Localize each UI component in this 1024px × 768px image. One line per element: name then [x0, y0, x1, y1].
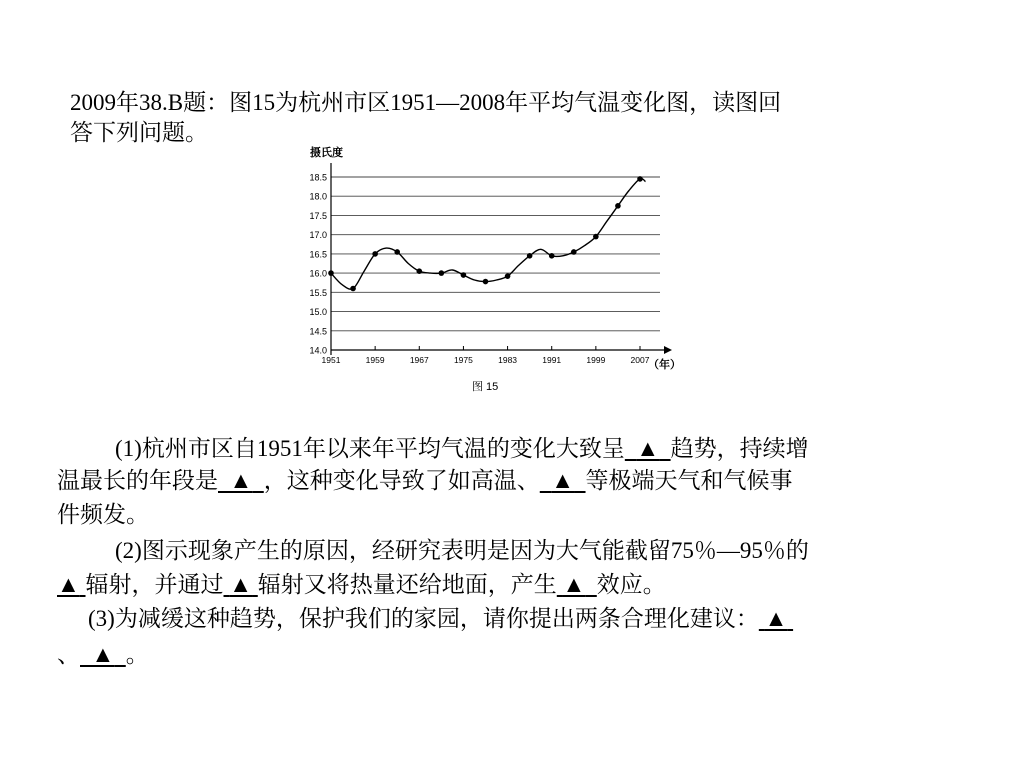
data-point [615, 203, 621, 209]
q2-text-b: 辐射，并通过 [85, 572, 224, 597]
y-tick-label: 16.5 [309, 249, 327, 260]
q2-text-c: 辐射又将热量还给地面，产生 [257, 572, 557, 597]
q1-line-1 [115, 434, 809, 464]
answer-blank-extreme-weather[interactable] [540, 466, 586, 496]
answer-blank-suggestion-1[interactable] [759, 604, 793, 634]
q1-text-e: 等极端天气和气候事 [585, 468, 793, 493]
q1-text-a: (1)杭州市区自1951年以来年平均气温的变化大致呈 [115, 436, 625, 461]
data-point [637, 176, 643, 182]
data-point [439, 270, 445, 276]
data-point [527, 253, 533, 259]
data-point [372, 251, 378, 257]
q1-text-b: 趋势，持续增 [670, 436, 809, 461]
answer-blank-radiation-1[interactable] [57, 570, 86, 600]
blank-marker: ▲ [229, 468, 253, 493]
data-point [350, 286, 356, 292]
x-tick-label: 1991 [542, 355, 562, 365]
y-tick-label: 18.5 [309, 172, 327, 183]
x-tick-label: 1975 [453, 355, 473, 365]
blank-marker: ▲ [562, 572, 586, 597]
blank-marker: ▲ [91, 642, 115, 667]
q1-text-c: 温最长的年段是 [57, 468, 218, 493]
q2-line-2 [57, 570, 666, 600]
q1-text-d: ，这种变化导致了如高温、 [263, 468, 540, 493]
blank-marker: ▲ [57, 572, 80, 597]
data-point [328, 270, 334, 276]
y-tick-label: 17.0 [309, 230, 327, 241]
chart-ylabel: 摄氏度 [310, 147, 343, 159]
blank-marker: ▲ [229, 572, 253, 597]
q3-text-a: (3)为减缓这种趋势，保护我们的家园，请你提出两条合理化建议： [88, 606, 759, 631]
q2-text-a: (2)图示现象产生的原因，经研究表明是因为大气能截留75％—95％的 [115, 538, 809, 563]
intro-line-1: 2009年38.B题：图15为杭州市区1951—2008年平均气温变化图，读图回 [70, 90, 782, 115]
x-axis-arrow [664, 346, 672, 354]
q3-text-c: 。 [125, 642, 149, 667]
y-tick-label: 14.5 [309, 326, 327, 337]
x-tick-label: 1951 [321, 355, 341, 365]
x-tick-label: 1999 [586, 355, 606, 365]
q1-line-3 [57, 500, 149, 530]
x-tick-label: 1983 [498, 355, 518, 365]
x-tick-label: 1959 [365, 355, 385, 365]
y-tick-label: 15.5 [309, 287, 327, 298]
data-point [505, 273, 511, 279]
temperature-curve [331, 179, 646, 290]
chart-xlabel: （年） [648, 359, 681, 371]
y-tick-label: 17.5 [309, 210, 327, 221]
y-tick-label: 14.0 [309, 345, 327, 356]
temperature-line-chart [300, 140, 700, 400]
q3-text-b: 、 [57, 642, 80, 667]
y-tick-label: 16.0 [309, 268, 327, 279]
data-point [571, 249, 577, 255]
blank-marker: ▲ [636, 436, 660, 461]
x-tick-label: 1967 [409, 355, 429, 365]
q3-line-1 [88, 604, 793, 634]
y-tick-label: 18.0 [309, 191, 327, 202]
data-point [593, 234, 599, 240]
answer-blank-suggestion-2[interactable] [80, 640, 126, 670]
blank-marker: ▲ [551, 468, 575, 493]
answer-blank-trend[interactable] [625, 434, 671, 464]
x-tick-label: 2007 [630, 355, 650, 365]
answer-blank-effect[interactable] [557, 570, 597, 600]
data-point [461, 272, 467, 278]
data-point [549, 253, 555, 259]
blank-marker: ▲ [764, 606, 788, 631]
q1-text-f: 件频发。 [57, 502, 149, 527]
intro-line-2: 答下列问题。 [70, 120, 208, 145]
answer-blank-period[interactable] [218, 466, 264, 496]
q2-text-d: 效应。 [596, 572, 666, 597]
data-point [483, 279, 489, 285]
q2-line-1 [115, 536, 809, 566]
data-point [416, 268, 422, 274]
q1-line-2 [57, 466, 793, 496]
data-point [394, 249, 400, 255]
y-tick-label: 15.0 [309, 307, 327, 318]
q3-line-2 [57, 640, 149, 670]
answer-blank-radiation-2[interactable] [224, 570, 258, 600]
chart-caption: 图 15 [472, 381, 499, 393]
